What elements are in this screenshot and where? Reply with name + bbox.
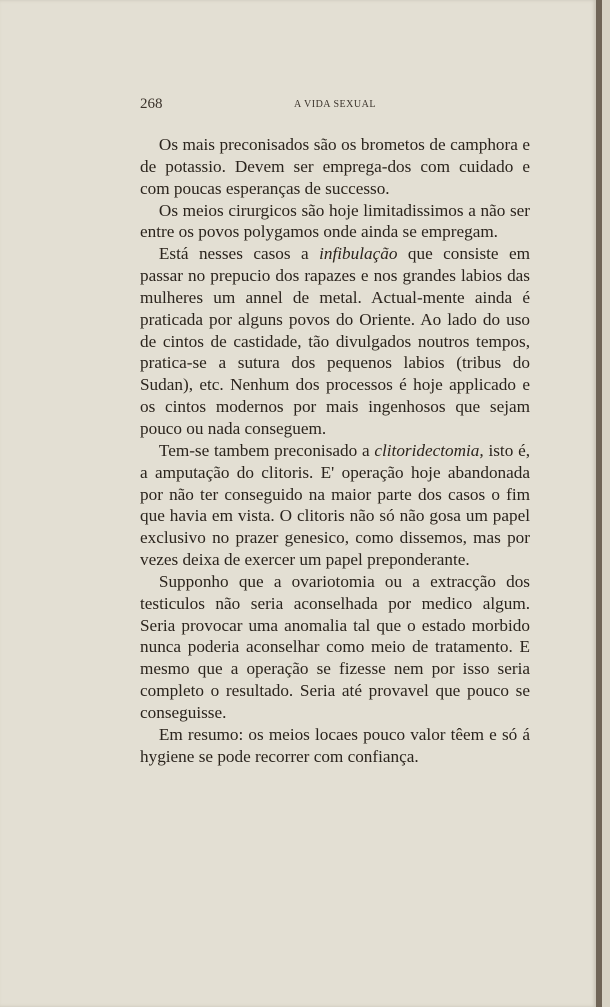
paragraph-infibulation bbox=[140, 243, 530, 440]
paragraph-text: Está nesses casos a bbox=[158, 244, 320, 264]
paragraph-text: Em resumo: os meios locaes pouco valor têem e só á hygiene se pode recorrer com confiança. bbox=[140, 724, 530, 766]
paragraph-clitoridectomy bbox=[140, 440, 530, 571]
paragraph-text: isto é, a amputação do clitoris. E' operação hoje abandonada por não ter conseguido na maior parte dos casos o fim que havia em vista. O clitoris não só não gosa um papel exclusivo no prazer genesico, como dissemos, mas por vezes deixa de exercer um papel preponderante. bbox=[140, 440, 530, 570]
paragraph-text: que consiste em passar no prepucio dos rapazes e nos grandes labios das mulheres um annel de metal. Actual-mente ainda é praticada por alguns povos do Oriente. Ao lado do uso de cintos de castidade, tão divulgados noutros tempos, pratica-se a sutura dos pequenos labios (tribus do Sudan), etc. Nenhum dos processos é hoje applicado e os cintos modernos por mais ingenhosos que sejam pouco ou nada conseguem. bbox=[140, 244, 530, 438]
paragraph-text: Tem-se tambem preconisado a bbox=[158, 440, 375, 460]
italic-term-clitoridectomia: clitoridectomia, bbox=[374, 440, 484, 460]
paragraph-bromides bbox=[140, 134, 530, 200]
paragraph-text: Supponho que a ovariotomia ou a extracção dos testiculos não seria aconselhada por medico algum. Seria provocar uma anomalia tal que o estado morbido nunca poderia aconselhar como meio de tratamento. E mesmo que a operação se fizesse nem por isso seria completo o resultado. Seria até provavel que pouco se conseguisse. bbox=[140, 571, 530, 722]
italic-term-infibulacao: infibulação bbox=[319, 244, 398, 264]
paragraph-text: Os meios cirurgicos são hoje limitadissimos a não ser entre os povos polygamos onde ainda se empregam. bbox=[140, 200, 530, 242]
paragraph-text: Os mais preconisados são os brometos de camphora e de potassio. Devem ser emprega-dos com cuidado e com poucas esperanças de successo. bbox=[140, 135, 530, 198]
page-number: 268 bbox=[140, 96, 163, 112]
page-header bbox=[140, 96, 530, 116]
body-text bbox=[140, 134, 530, 767]
paragraph-ovariotomy bbox=[140, 571, 530, 724]
running-title: A VIDA SEXUAL bbox=[294, 99, 376, 110]
page-edge bbox=[602, 0, 610, 1007]
paragraph-surgical-means bbox=[140, 200, 530, 244]
paragraph-summary bbox=[140, 724, 530, 768]
